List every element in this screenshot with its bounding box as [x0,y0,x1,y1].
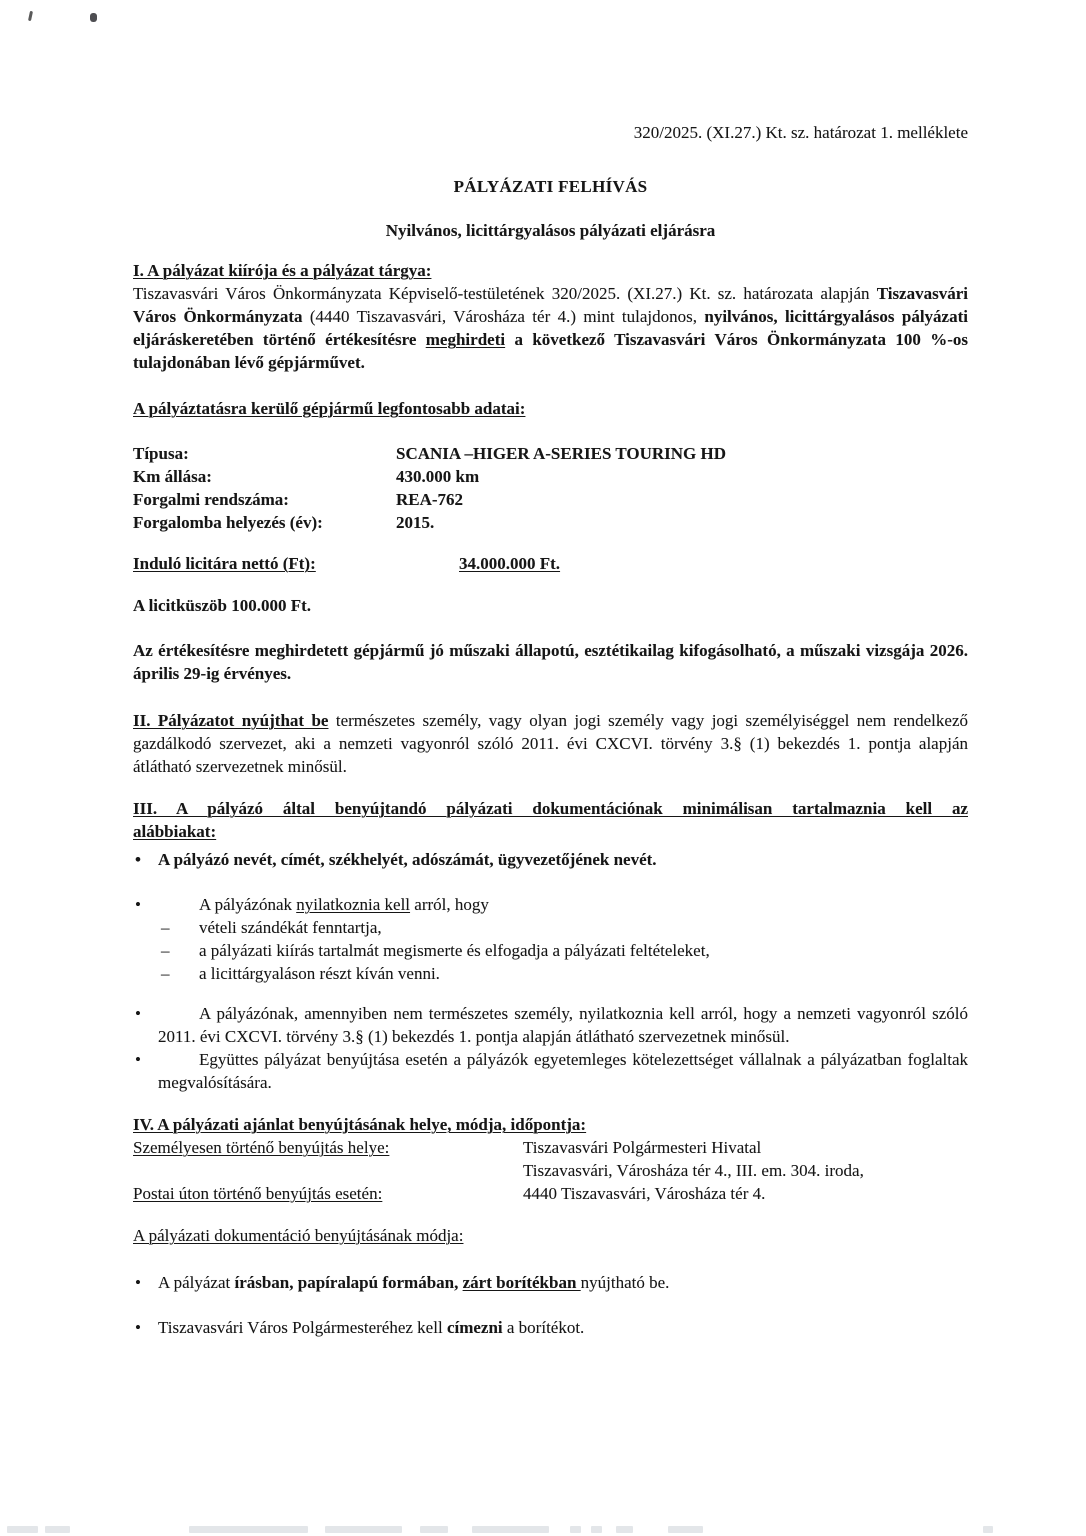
list-item-text: vételi szándékát fenntartja, [199,918,382,937]
bullet-icon: • [135,1318,141,1337]
vehicle-registration-year-value: 2015. [396,513,435,532]
resolution-reference: 320/2025. (XI.27.) Kt. sz. határozat 1. melléklete [633,123,968,142]
list-item [133,893,968,916]
bullet-icon: • [135,895,141,914]
list-item-text: Együttes pályázat benyújtása esetén a pályázók egyetemleges kötelezettséget vállalnak a pályázatban foglaltak megvalósítására. [158,1050,968,1092]
bullet-icon: • [135,1273,141,1292]
section-1-paragraph: Tiszavasvári Város Önkormányzata Képviselő-testületének 320/2025. (XI.27.) Kt. sz. határozata alapján Tiszavasvári Város Önkormányzata (4440 Tiszavasvári, Városháza tér 4.) mint tulajdonos, nyilvános, licittárgyalásos pályázati eljáráskeretében történő értékesítésre meghirdeti a következő Tiszavasvári Város Önkormányzata 100 %-os tulajdonában lévő gépjárművet. [133,284,968,372]
list-item-text: a licittárgyaláson részt kíván venni. [199,964,440,983]
dash-icon: – [161,941,170,960]
scan-artifact-band [0,1526,1086,1534]
bullet-icon: • [135,1004,141,1023]
section-4-heading [133,1113,968,1136]
vehicle-mileage-label: Km állása: [133,467,212,486]
dash-icon: – [161,918,170,937]
vehicle-type-label: Típusa: [133,444,189,463]
list-item-text: A pályázónak, amennyiben nem természetes személy, nyilatkoznia kell arról, hogy a nemzeti vagyonról szóló 2011. évi CXCVI. törvény 3.§ (1) bekezdés 1. pontja alapján átlátható szervezetnek minősül. [158,1004,968,1046]
submission-method-heading-text: A pályázati dokumentáció benyújtásának módja: [133,1226,464,1245]
list-item-text: a pályázati kiírás tartalmát megismerte és elfogadja a pályázati feltételeket, [199,941,710,960]
section-1-heading [133,259,968,282]
document-subtitle: Nyilvános, licittárgyalásos pályázati eljárásra [385,221,716,240]
scan-speckle [90,13,97,22]
vehicle-plate-value: REA-762 [396,490,464,509]
table-row [133,1159,968,1182]
table-row [133,511,968,534]
submission-method-heading [133,1224,968,1247]
list-item-text: A pályázónak nyilatkoznia kell arról, hogy [199,895,489,914]
table-row [133,1182,968,1205]
list-item [133,1048,968,1094]
vehicle-condition-paragraph: Az értékesítésre meghirdetett gépjármű jó műszaki állapotú, esztétikailag kifogásolható, a műszaki vizsgája 2026. április 29-ig érvényes. [133,641,968,683]
vehicle-data-heading-text: A pályáztatásra kerülő gépjármű legfontosabb adatai: [133,399,526,418]
vehicle-type-value: SCANIA –HIGER A-SERIES TOURING HD [396,444,727,463]
starting-bid-label: Induló licitára nettó (Ft): [133,554,316,573]
vehicle-data-table [133,442,968,534]
list-item [133,1002,968,1048]
section-3-heading [133,797,968,843]
section-3-heading-line1: III. A pályázó által benyújtandó pályázati dokumentációnak minimálisan tartalmaznia kell az [133,799,968,818]
table-row [133,488,968,511]
list-item [133,916,968,939]
bullet-icon: • [135,850,141,869]
list-item [133,848,968,871]
bid-threshold: A licitküszöb 100.000 Ft. [133,596,312,615]
table-row [133,442,968,465]
list-item [133,939,968,962]
submission-address-line: Tiszavasvári, Városháza tér 4., III. em. 304. iroda, [523,1161,864,1180]
submission-address-line: Tiszavasvári Polgármesteri Hivatal [523,1138,762,1157]
table-row [133,1136,968,1159]
starting-bid-value: 34.000.000 Ft. [459,554,561,573]
document-title: PÁLYÁZATI FELHÍVÁS [453,177,648,196]
vehicle-mileage-value: 430.000 km [396,467,480,486]
dash-icon: – [161,964,170,983]
list-item-text: A pályázat írásban, papíralapú formában, zárt borítékban nyújtható be. [158,1273,670,1292]
list-item [133,962,968,985]
submission-address-line: 4440 Tiszavasvári, Városháza tér 4. [523,1184,766,1203]
personal-submission-label: Személyesen történő benyújtás helye: [133,1138,390,1157]
section-4-heading-text: IV. A pályázati ajánlat benyújtásának helye, módja, időpontja: [133,1115,587,1134]
vehicle-registration-year-label: Forgalomba helyezés (év): [133,513,323,532]
list-item [133,1316,968,1339]
section-2-paragraph: II. Pályázatot nyújthat be természetes személy, vagy olyan jogi személy vagy jogi személyiséggel nem rendelkező gazdálkodó szervezet, aki a nemzeti vagyonról szóló 2011. évi CXCVI. törvény 3.§ (1) bekezdés 1. pontja alapján átlátható szervezetnek minősül. [133,711,968,776]
table-row [133,465,968,488]
section-1-heading-text: I. A pályázat kiírója és a pályázat tárgya: [133,261,432,280]
vehicle-plate-label: Forgalmi rendszáma: [133,490,289,509]
empty-label [133,1159,523,1182]
bullet-icon: • [135,1050,141,1069]
section-3-heading-line2: alábbiakat: [133,822,217,841]
list-item-text: A pályázó nevét, címét, székhelyét, adószámát, ügyvezetőjének nevét. [158,850,657,869]
list-item-text: Tiszavasvári Város Polgármesteréhez kell címezni a borítékot. [158,1318,585,1337]
submission-location-table [133,1136,968,1205]
postal-submission-label: Postai úton történő benyújtás esetén: [133,1184,383,1203]
vehicle-data-heading [133,397,968,420]
list-item [133,1271,968,1294]
starting-bid-row [133,552,968,575]
